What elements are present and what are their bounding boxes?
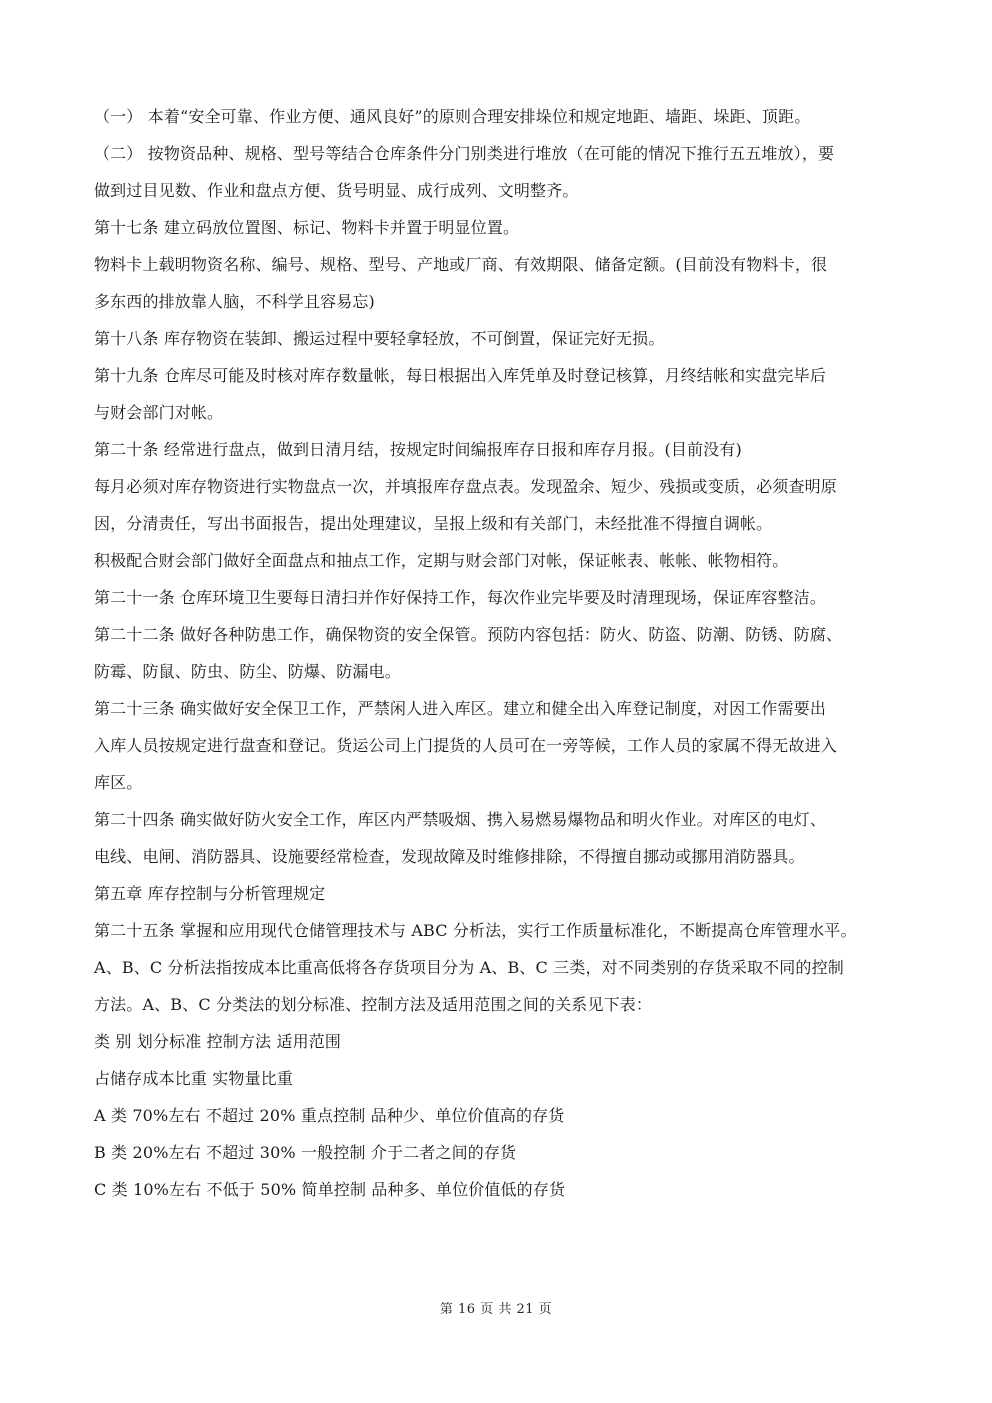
text-line: A、B、C 分析法指按成本比重高低将各存货项目分为 A、B、C 三类，对不同类别的存货采取不同的控制 — [94, 958, 844, 977]
table-row-a: A 类 70%左右 不超过 20% 重点控制 品种少、单位价值高的存货 — [94, 1106, 565, 1125]
text-line: 第十九条 仓库尽可能及时核对库存数量帐，每日根据出入库凭单及时登记核算，月终结帐和实盘完毕后 — [94, 366, 826, 385]
text-line: （一） 本着“安全可靠、作业方便、通风良好”的原则合理安排垛位和规定地距、墙距、垛距、顶距。 — [94, 107, 811, 126]
text-line: 防霉、防鼠、防虫、防尘、防爆、防漏电。 — [94, 662, 401, 681]
text-line: 第十八条 库存物资在装卸、搬运过程中要轻拿轻放，不可倒置，保证完好无损。 — [94, 329, 665, 348]
text-line: 电线、电闸、消防器具、设施要经常检查，发现故障及时维修排除，不得擅自挪动或挪用消防器具。 — [94, 847, 805, 866]
text-line: 物料卡上载明物资名称、编号、规格、型号、产地或厂商、有效期限、储备定额。(目前没有物料卡，很 — [94, 255, 828, 274]
document-body — [94, 98, 906, 1208]
text-line: 因，分清责任，写出书面报告，提出处理建议，呈报上级和有关部门，未经批准不得擅自调帐。 — [94, 514, 773, 533]
text-line: 每月必须对库存物资进行实物盘点一次，并填报库存盘点表。发现盈余、短少、残损或变质，必须查明原 — [94, 477, 837, 496]
text-lines — [94, 98, 906, 1208]
page-number-footer: 第 16 页 共 21 页 — [439, 1302, 553, 1317]
text-line: 与财会部门对帐。 — [94, 403, 224, 422]
text-line: 方法。A、B、C 分类法的划分标准、控制方法及适用范围之间的关系见下表： — [94, 995, 653, 1014]
text-line: （二） 按物资品种、规格、型号等结合仓库条件分门别类进行堆放（在可能的情况下推行五五堆放），要 — [94, 144, 835, 163]
table-row-c: C 类 10%左右 不低于 50% 简单控制 品种多、单位价值低的存货 — [94, 1180, 566, 1199]
text-line: 第十七条 建立码放位置图、标记、物料卡并置于明显位置。 — [94, 218, 520, 237]
text-line: 做到过目见数、作业和盘点方便、货号明显、成行成列、文明整齐。 — [94, 181, 579, 200]
text-line: 第二十一条 仓库环境卫生要每日清扫并作好保持工作，每次作业完毕要及时清理现场，保证库容整洁。 — [94, 588, 826, 607]
text-line: 第二十四条 确实做好防火安全工作，库区内严禁吸烟、携入易燃易爆物品和明火作业。对库区的电灯、 — [94, 810, 826, 829]
text-line: 第二十五条 掌握和应用现代仓储管理技术与 ABC 分析法，实行工作质量标准化，不断提高仓库管理水平。 — [94, 921, 857, 940]
text-line: 多东西的排放靠人脑，不科学且容易忘) — [94, 292, 375, 311]
table-subheader-row: 占储存成本比重 实物量比重 — [94, 1069, 294, 1088]
text-line: 积极配合财会部门做好全面盘点和抽点工作，定期与财会部门对帐，保证帐表、帐帐、帐物相符。 — [94, 551, 789, 570]
table-header-row: 类 别 划分标准 控制方法 适用范围 — [94, 1032, 342, 1051]
table-row-b: B 类 20%左右 不超过 30% 一般控制 介于二者之间的存货 — [94, 1143, 517, 1162]
text-line: 第二十三条 确实做好安全保卫工作，严禁闲人进入库区。建立和健全出入库登记制度，对因工作需要出 — [94, 699, 826, 718]
text-line: 库区。 — [94, 773, 143, 792]
text-line: 第二十二条 做好各种防患工作，确保物资的安全保管。预防内容包括：防火、防盗、防潮、防锈、防腐、 — [94, 625, 843, 644]
text-line: 入库人员按规定进行盘查和登记。货运公司上门提货的人员可在一旁等候，工作人员的家属不得无故进入 — [94, 736, 837, 755]
text-line: 第二十条 经常进行盘点，做到日清月结，按规定时间编报库存日报和库存月报。(目前没有) — [94, 440, 742, 459]
chapter-heading: 第五章 库存控制与分析管理规定 — [94, 884, 326, 903]
